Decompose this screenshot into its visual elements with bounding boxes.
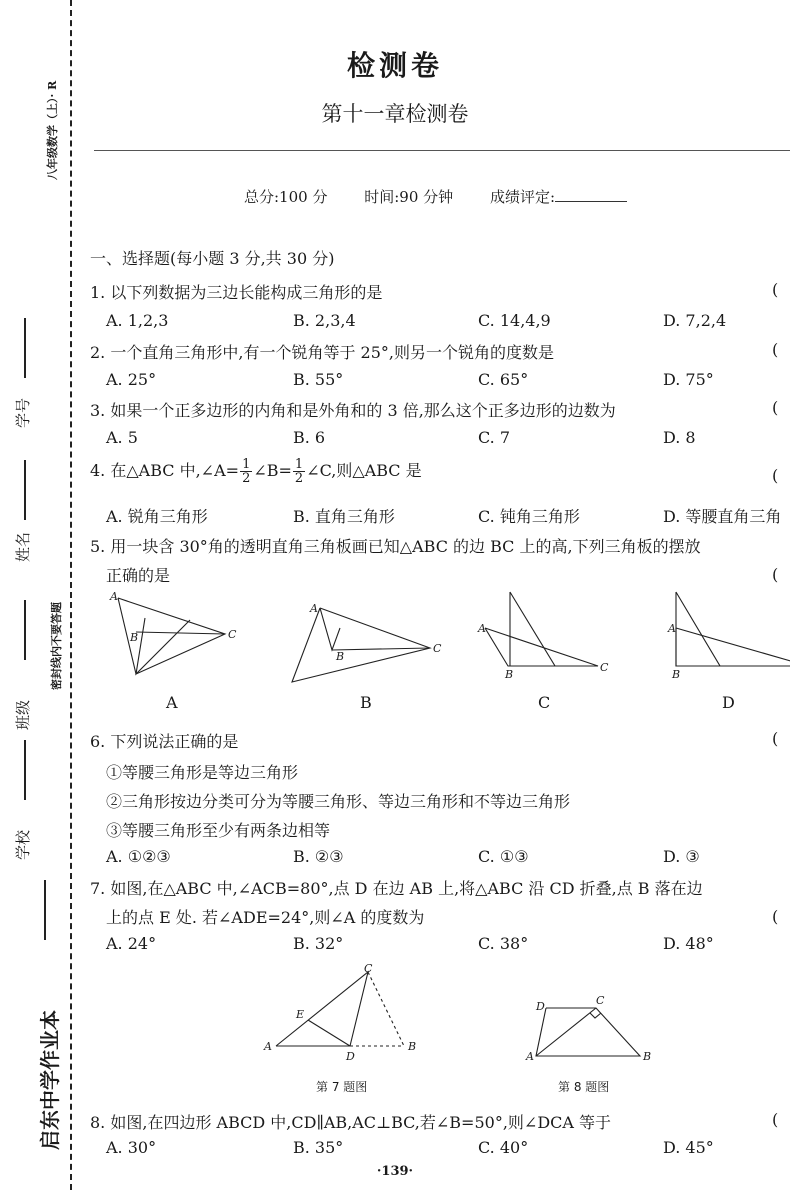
- school-line: [24, 740, 26, 800]
- q6-option-c: C. ①③: [478, 847, 529, 866]
- q5b-label-a: A: [310, 602, 318, 615]
- publisher-rule: [44, 880, 46, 940]
- q5a-label-b: B: [130, 631, 139, 644]
- q5b-label-b: B: [336, 650, 345, 663]
- q2-stem: 2. 一个直角三角形中,有一个锐角等于 25°,则另一个锐角的度数是: [90, 343, 554, 362]
- fig8-label-d: D: [536, 1000, 545, 1013]
- binding-margin: [0, 0, 82, 1200]
- q5-stem: 5. 用一块含 30°角的透明直角三角板画已知△ABC 的边 BC 上的高,下列三角板的摆放: [90, 537, 701, 556]
- fig7-label-c: C: [364, 962, 373, 975]
- q2-option-a: A. 25°: [106, 370, 157, 389]
- q1-option-d: D. 7,2,4: [663, 311, 727, 330]
- q4-option-d: D. 等腰直角三角: [663, 507, 782, 526]
- q6-option-b: B. ②③: [293, 847, 344, 866]
- section-heading: 一、选择题(每小题 3 分,共 30 分): [90, 249, 335, 268]
- fig7-dashed-cb: [368, 972, 404, 1046]
- q2-option-d: D. 75°: [663, 370, 714, 389]
- q7-option-d: D. 48°: [663, 934, 714, 953]
- q5c-label-c: C: [600, 661, 609, 674]
- q1-answer-paren: (: [772, 280, 779, 299]
- q5-stem-cont: 正确的是: [106, 566, 171, 585]
- fig7-segment-ed: [308, 1020, 350, 1046]
- seal-dashed-line: [70, 0, 72, 1190]
- fig7-label-a: A: [264, 1040, 272, 1053]
- q5-figures: [100, 588, 790, 688]
- seal-note: 密封线内不要答题: [50, 602, 63, 690]
- q6-option-a: A. ①②③: [106, 847, 171, 866]
- q6-option-d: D. ③: [663, 847, 700, 866]
- q5c-label-b: B: [505, 668, 514, 681]
- fig8-label-a: A: [526, 1050, 534, 1063]
- q3-option-a: A. 5: [106, 428, 138, 447]
- q3-stem: 3. 如果一个正多边形的内角和是外角和的 3 倍,那么这个正多边形的边数为: [90, 401, 616, 420]
- chapter-subtitle: 第十一章检测卷: [321, 102, 469, 126]
- class-line: [24, 600, 26, 660]
- publisher-label: 启东中学作业本: [38, 1010, 62, 1150]
- q7-stem-cont: 上的点 E 处. 若∠ADE=24°,则∠A 的度数为: [106, 908, 425, 927]
- q5-answer-paren: (: [772, 565, 779, 584]
- q7-option-c: C. 38°: [478, 934, 529, 953]
- q5d-label-a: A: [668, 622, 676, 635]
- q1-option-a: A. 1,2,3: [106, 311, 169, 330]
- q5a-setsquare: [136, 618, 190, 674]
- grade-blank: [555, 187, 627, 202]
- fig8-label-b: B: [643, 1050, 652, 1063]
- q6-statement-3: ③等腰三角形至少有两条边相等: [106, 821, 331, 840]
- exam-meta: [244, 186, 691, 207]
- q4-fraction-1: $\frac{1}{2}$: [242, 457, 251, 486]
- q5a-line: [136, 632, 225, 634]
- q7-option-b: B. 32°: [293, 934, 344, 953]
- class-label: 班级: [14, 699, 32, 730]
- q5-option-a: A: [166, 693, 178, 712]
- q8-option-b: B. 35°: [293, 1138, 344, 1157]
- q7-stem: 7. 如图,在△ABC 中,∠ACB=80°,点 D 在边 AB 上,将△ABC 沿 CD 折叠,点 B 落在边: [90, 879, 703, 898]
- q4-stem: 4. 在△ABC 中,∠A= $\frac{1}{2}$ ∠B= $\frac{1}{2}$ ∠C,则△ABC 是: [90, 457, 422, 486]
- page-title: 检测卷: [346, 49, 443, 82]
- q5-option-c: C: [538, 693, 551, 712]
- q1-option-c: C. 14,4,9: [478, 311, 551, 330]
- student-id-label: 学号: [14, 397, 32, 428]
- q7-q8-figures: [260, 960, 660, 1070]
- time-limit: 时间:90 分钟: [364, 188, 454, 206]
- fig7-label-d: D: [346, 1050, 355, 1063]
- q5a-label-c: C: [228, 628, 237, 641]
- q3-answer-paren: (: [772, 398, 779, 417]
- page-number: ·139·: [376, 1164, 414, 1179]
- fig7-triangle: [276, 972, 368, 1046]
- q2-answer-paren: (: [772, 340, 779, 359]
- q4-option-c: C. 钝角三角形: [478, 507, 580, 526]
- q3-option-d: D. 8: [663, 428, 696, 447]
- q5b-line: [332, 648, 430, 650]
- total-score: 总分:100 分: [244, 188, 328, 206]
- q4-option-a: A. 锐角三角形: [106, 507, 208, 526]
- q8-stem: 8. 如图,在四边形 ABCD 中,CD∥AB,AC⊥BC,若∠B=50°,则∠DCA 等于: [90, 1113, 612, 1132]
- q4-option-b: B. 直角三角形: [293, 507, 395, 526]
- q5c-triangle: [485, 628, 598, 666]
- q5d-setsquare: [676, 592, 720, 666]
- q6-statement-1: ①等腰三角形是等边三角形: [106, 763, 299, 782]
- q5-option-d: D: [722, 693, 735, 712]
- fig7-label-e: E: [296, 1008, 305, 1021]
- q5c-setsquare: [510, 592, 555, 666]
- q5a-label-a: A: [110, 590, 118, 603]
- name-label: 姓名: [14, 531, 32, 562]
- q5b-triangle: [292, 608, 430, 682]
- q8-option-a: A. 30°: [106, 1138, 157, 1157]
- fig8-right-angle: [590, 1013, 601, 1018]
- q5d-triangle: [676, 628, 790, 666]
- q5b-label-c: C: [433, 642, 442, 655]
- school-label: 学校: [14, 829, 32, 860]
- q3-option-c: C. 7: [478, 428, 511, 447]
- q8-option-d: D. 45°: [663, 1138, 714, 1157]
- fig8-label-c: C: [596, 994, 605, 1007]
- grade-label: 成绩评定:: [490, 188, 659, 206]
- q2-option-b: B. 55°: [293, 370, 344, 389]
- student-id-line: [24, 318, 26, 378]
- q5c-label-a: A: [478, 622, 486, 635]
- book-label: 八年级数学（上）· R: [46, 80, 59, 180]
- q2-option-c: C. 65°: [478, 370, 529, 389]
- q5-option-b: B: [360, 693, 372, 712]
- fig7-caption: 第 7 题图: [316, 1080, 368, 1094]
- header-rule: [94, 150, 790, 151]
- q1-option-b: B. 2,3,4: [293, 311, 356, 330]
- fig8-quadrilateral: [536, 1008, 640, 1056]
- q8-answer-paren: (: [772, 1110, 779, 1129]
- q6-stem: 6. 下列说法正确的是: [90, 732, 239, 751]
- q5d-label-b: B: [672, 668, 681, 681]
- name-line: [24, 460, 26, 520]
- fig8-caption: 第 8 题图: [558, 1080, 610, 1094]
- q6-answer-paren: (: [772, 729, 779, 748]
- q1-stem: 1. 以下列数据为三边长能构成三角形的是: [90, 283, 383, 302]
- q4-answer-paren: (: [772, 466, 779, 485]
- q4-fraction-2: $\frac{1}{2}$: [294, 457, 304, 486]
- q7-option-a: A. 24°: [106, 934, 157, 953]
- q6-statement-2: ②三角形按边分类可分为等腰三角形、等边三角形和不等边三角形: [106, 792, 571, 811]
- q8-option-c: C. 40°: [478, 1138, 529, 1157]
- q3-option-b: B. 6: [293, 428, 326, 447]
- q7-answer-paren: (: [772, 907, 779, 926]
- fig7-label-b: B: [408, 1040, 417, 1053]
